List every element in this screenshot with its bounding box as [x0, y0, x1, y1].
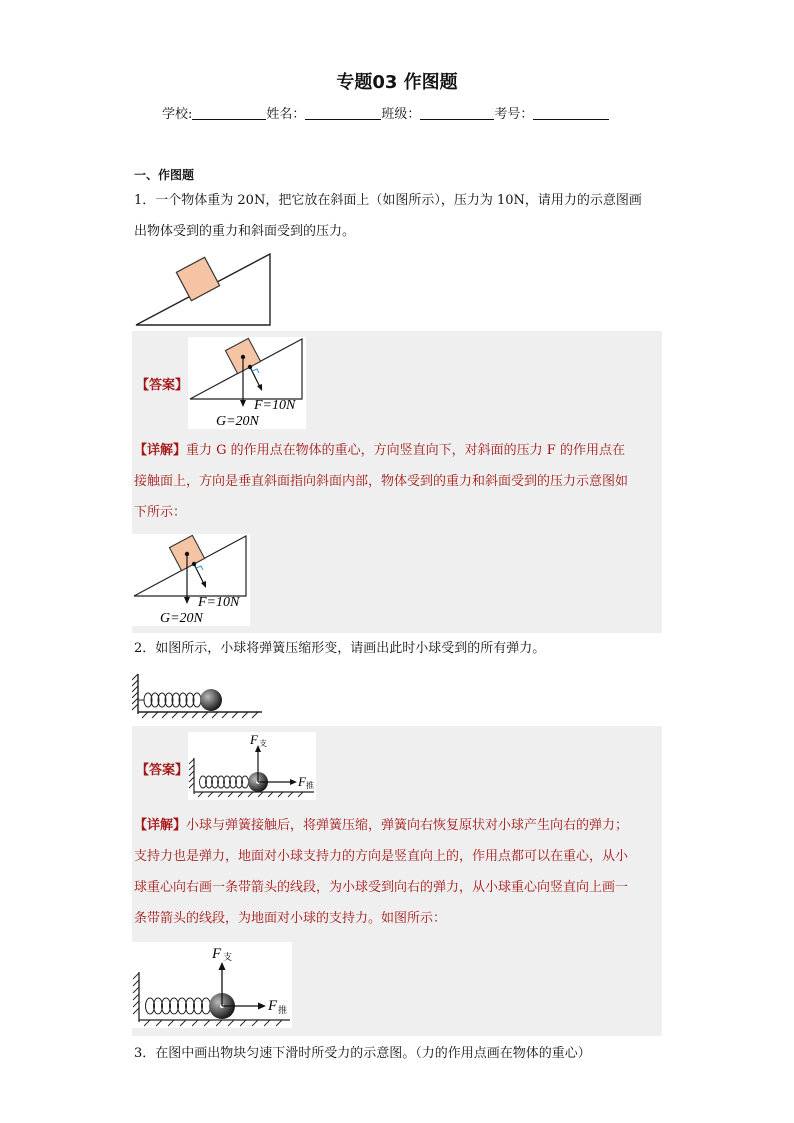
student-info-line — [162, 103, 609, 122]
detail-1-pressure-arrowhead — [201, 581, 206, 588]
answer-2-wall-hatching — [189, 759, 194, 788]
question-2-detail-line-2: 支持力也是弹力，地面对小球支持力的方向是竖直向上的，作用点都可以在重心，从小 — [134, 849, 629, 864]
question-1-detail-line-1: 重力 G 的作用点在物体的重心，方向竖直向下，对斜面的压力 F 的作用点在 — [186, 443, 625, 458]
question-2-detail-line-3: 球重心向右画一条带箭头的线段，为小球受到向右的弹力，从小球重心向竖直向上画一 — [134, 880, 629, 895]
question-2-detail-label: 【详解】 — [134, 818, 187, 833]
class-label: 班级： — [381, 107, 421, 122]
question-3-line-1: 在图中画出物块匀速下滑时所受力的示意图。（力的作用点画在物体的重心） — [155, 1046, 591, 1061]
answer-1-force-label: F=10N — [254, 398, 296, 413]
question-1-detail — [134, 435, 664, 528]
class-blank[interactable] — [420, 119, 494, 120]
question-1-detail-line-3: 下所示： — [134, 505, 187, 520]
answer-2-ground-hatching — [198, 792, 303, 797]
detail-1-gravity-arrowhead — [184, 597, 190, 604]
answer-2-push-subscript: 推 — [306, 781, 314, 790]
detail-1-diagram — [132, 534, 250, 626]
detail-2-wall-hatching — [133, 973, 139, 1014]
detail-2-diagram — [132, 942, 292, 1028]
question-2-figure — [132, 670, 264, 720]
question-2-text — [134, 633, 664, 664]
detail-2-push-arrowhead — [258, 1003, 266, 1010]
name-label: 姓名： — [266, 107, 306, 122]
answer-2-diagram — [188, 732, 316, 800]
answer-2-push-letter: F — [298, 774, 306, 789]
section-heading: 一、作图题 — [134, 168, 195, 182]
question-1-detail-figure — [132, 534, 250, 626]
question-2-detail — [134, 810, 664, 934]
detail-2-ground-hatching — [144, 1020, 282, 1026]
answer-1-pressure-arrowhead — [257, 384, 262, 391]
question-2-answer-label: 【答案】 — [136, 763, 189, 778]
answer-2-support-letter: F — [250, 732, 258, 747]
detail-2-support-subscript: 支 — [223, 952, 233, 962]
question-1-text — [134, 185, 664, 247]
detail-2-spring — [146, 998, 211, 1014]
detail-2-support-letter: F — [212, 946, 222, 962]
spring — [138, 693, 201, 707]
question-1-number: 1． — [134, 193, 156, 208]
question-2-line-1: 如图所示，小球将弹簧压缩形变，请画出此时小球受到的所有弹力。 — [155, 641, 546, 656]
question-1-answer-label: 【答案】 — [136, 378, 189, 393]
question-1-detail-label: 【详解】 — [134, 443, 187, 458]
question-1-figure — [134, 252, 274, 328]
ground-hatching — [142, 712, 258, 718]
name-blank[interactable] — [305, 119, 381, 120]
answer-1-gravity-label: G=20N — [216, 414, 259, 429]
question-1-answer-figure — [188, 337, 306, 429]
question-2-answer-figure — [188, 732, 316, 800]
detail-1-gravity-label: G=20N — [160, 611, 203, 626]
wall-hatching — [132, 674, 138, 710]
detail-2-push-subscript: 推 — [278, 1005, 288, 1015]
block — [176, 257, 219, 300]
school-label: 学校: — [162, 107, 193, 122]
question-2-detail-line-1: 小球与弹簧接触后，将弹簧压缩，弹簧向右恢复原状对小球产生向右的弹力； — [186, 818, 629, 833]
ball — [200, 689, 222, 711]
answer-1-gravity-arrowhead — [240, 400, 246, 407]
detail-2-support-arrowhead — [219, 962, 226, 970]
question-2-detail-figure — [132, 942, 292, 1028]
question-1-line-2: 出物体受到的重力和斜面受到的压力。 — [134, 224, 356, 239]
exam-number-blank[interactable] — [533, 119, 609, 120]
answer-2-push-arrowhead — [290, 779, 297, 785]
question-1-detail-line-2: 接触面上，方向是垂直斜面指向斜面内部，物体受到的重力和斜面受到的压力示意图如 — [134, 474, 629, 489]
question-2-detail-line-4: 条带箭头的线段，为地面对小球的支持力。如图所示： — [134, 911, 447, 926]
question-3-text — [134, 1038, 694, 1069]
detail-2-push-letter: F — [268, 998, 278, 1014]
answer-2-spring — [200, 776, 249, 788]
page-title: 专题03 作图题 — [336, 72, 458, 93]
school-blank[interactable] — [192, 119, 266, 120]
question-3-number: 3． — [134, 1046, 156, 1061]
answer-2-support-subscript: 支 — [259, 739, 267, 748]
answer-1-diagram — [188, 337, 306, 429]
question-2-number: 2． — [134, 641, 156, 656]
exam-number-label: 考号： — [494, 107, 534, 122]
question-1-line-1: 一个物体重为 20N，把它放在斜面上（如图所示），压力为 10N，请用力的示意图画 — [155, 193, 642, 208]
detail-1-force-label: F=10N — [198, 595, 240, 610]
